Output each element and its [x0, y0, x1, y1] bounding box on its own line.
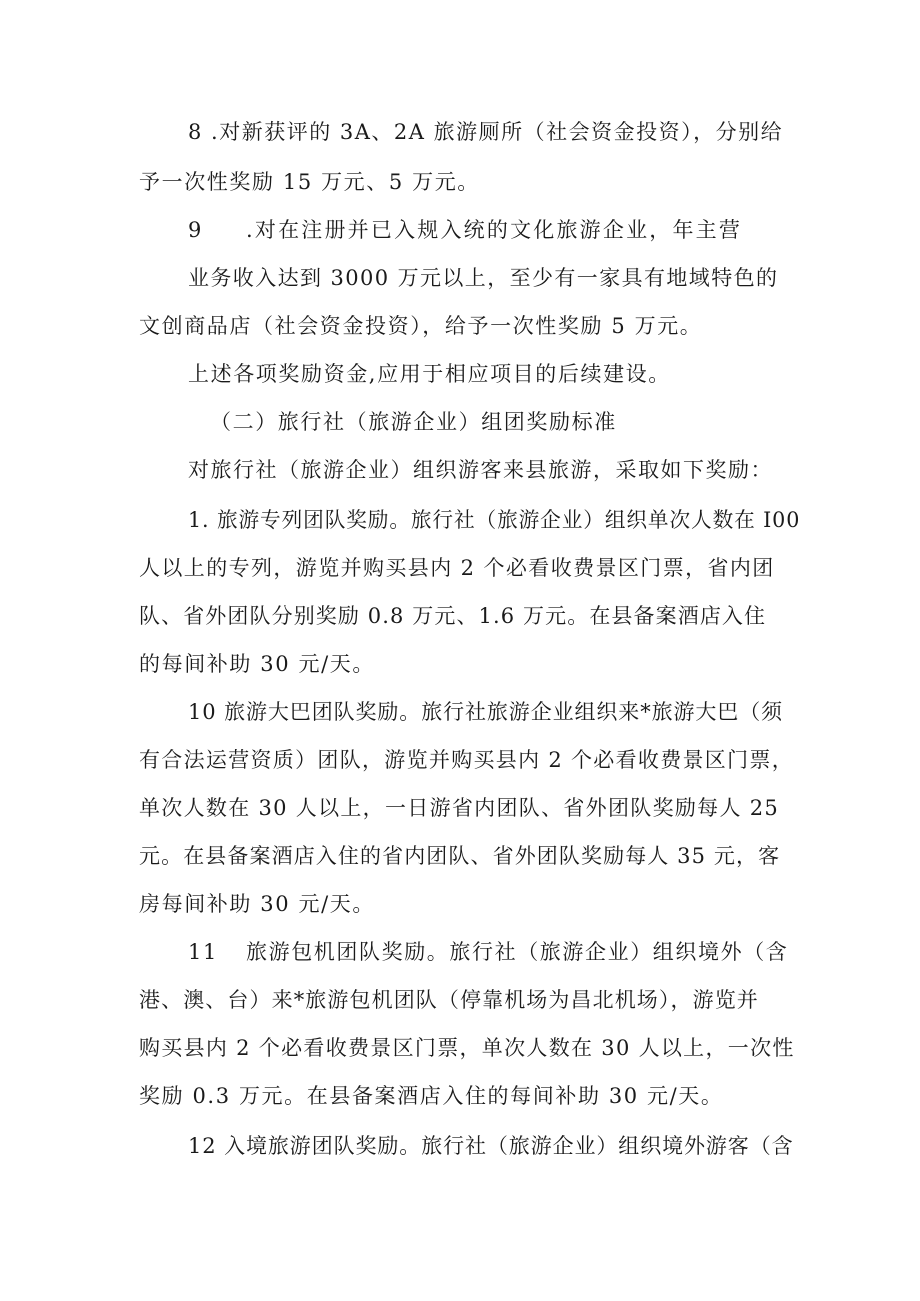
paragraph-line: .对在注册并已入规入统的文化旅游企业，年主营: [246, 218, 743, 242]
paragraph-line: 上述各项奖励资金,应用于相应项目的后续建设。: [188, 362, 671, 386]
paragraph-line: 业务收入达到 3000 万元以上，至少有一家具有地域特色的: [188, 266, 779, 290]
paragraph-line: 购买县内 2 个必看收费景区门票，单次人数在 30 人以上，一次性: [139, 1036, 795, 1060]
paragraph-line: 单次人数在 30 人以上，一日游省内团队、省外团队奖励每人 25: [139, 796, 780, 820]
paragraph-line: 1. 旅游专列团队奖励。旅行社（旅游企业）组织单次人数在 I00: [188, 508, 801, 532]
paragraph-line: 8 .对新获评的 3A、2A 旅游厕所（社会资金投资），分别给: [188, 120, 784, 144]
paragraph-line: 奖励 0.3 万元。在县备案酒店入住的每间补助 30 元/天。: [139, 1084, 724, 1108]
paragraph-line: 文创商品店（社会资金投资），给予一次性奖励 5 万元。: [139, 314, 703, 338]
section-heading: （二）旅行社（旅游企业）组团奖励标准: [210, 410, 617, 434]
paragraph-line: 12 入境旅游团队奖励。旅行社（旅游企业）组织境外游客（含: [188, 1134, 794, 1158]
paragraph-line: 对旅行社（旅游企业）组织游客来县旅游，采取如下奖励：: [188, 458, 773, 482]
paragraph-line: 有合法运营资质）团队，游览并购买县内 2 个必看收费景区门票，: [139, 748, 795, 772]
paragraph-line: 予一次性奖励 15 万元、5 万元。: [139, 170, 480, 194]
item-number: 11: [188, 940, 218, 964]
paragraph-line: 旅游包机团队奖励。旅行社（旅游企业）组织境外（含: [246, 940, 789, 964]
paragraph-line: 10 旅游大巴团队奖励。旅行社旅游企业组织来*旅游大巴（须: [188, 700, 783, 724]
paragraph-line: 房每间补助 30 元/天。: [139, 892, 375, 916]
paragraph-line: 人以上的专列，游览并购买县内 2 个必看收费景区门票，省内团: [139, 556, 775, 580]
paragraph-line: 队、省外团队分别奖励 0.8 万元、1.6 万元。在县备案酒店入住: [139, 604, 767, 628]
paragraph-line: 的每间补助 30 元/天。: [139, 652, 375, 676]
item-number: 9: [188, 218, 203, 242]
paragraph-line: 元。在县备案酒店入住的省内团队、省外团队奖励每人 35 元，客: [139, 844, 781, 868]
paragraph-line: 港、澳、台）来*旅游包机团队（停靠机场为昌北机场），游览并: [139, 988, 759, 1012]
